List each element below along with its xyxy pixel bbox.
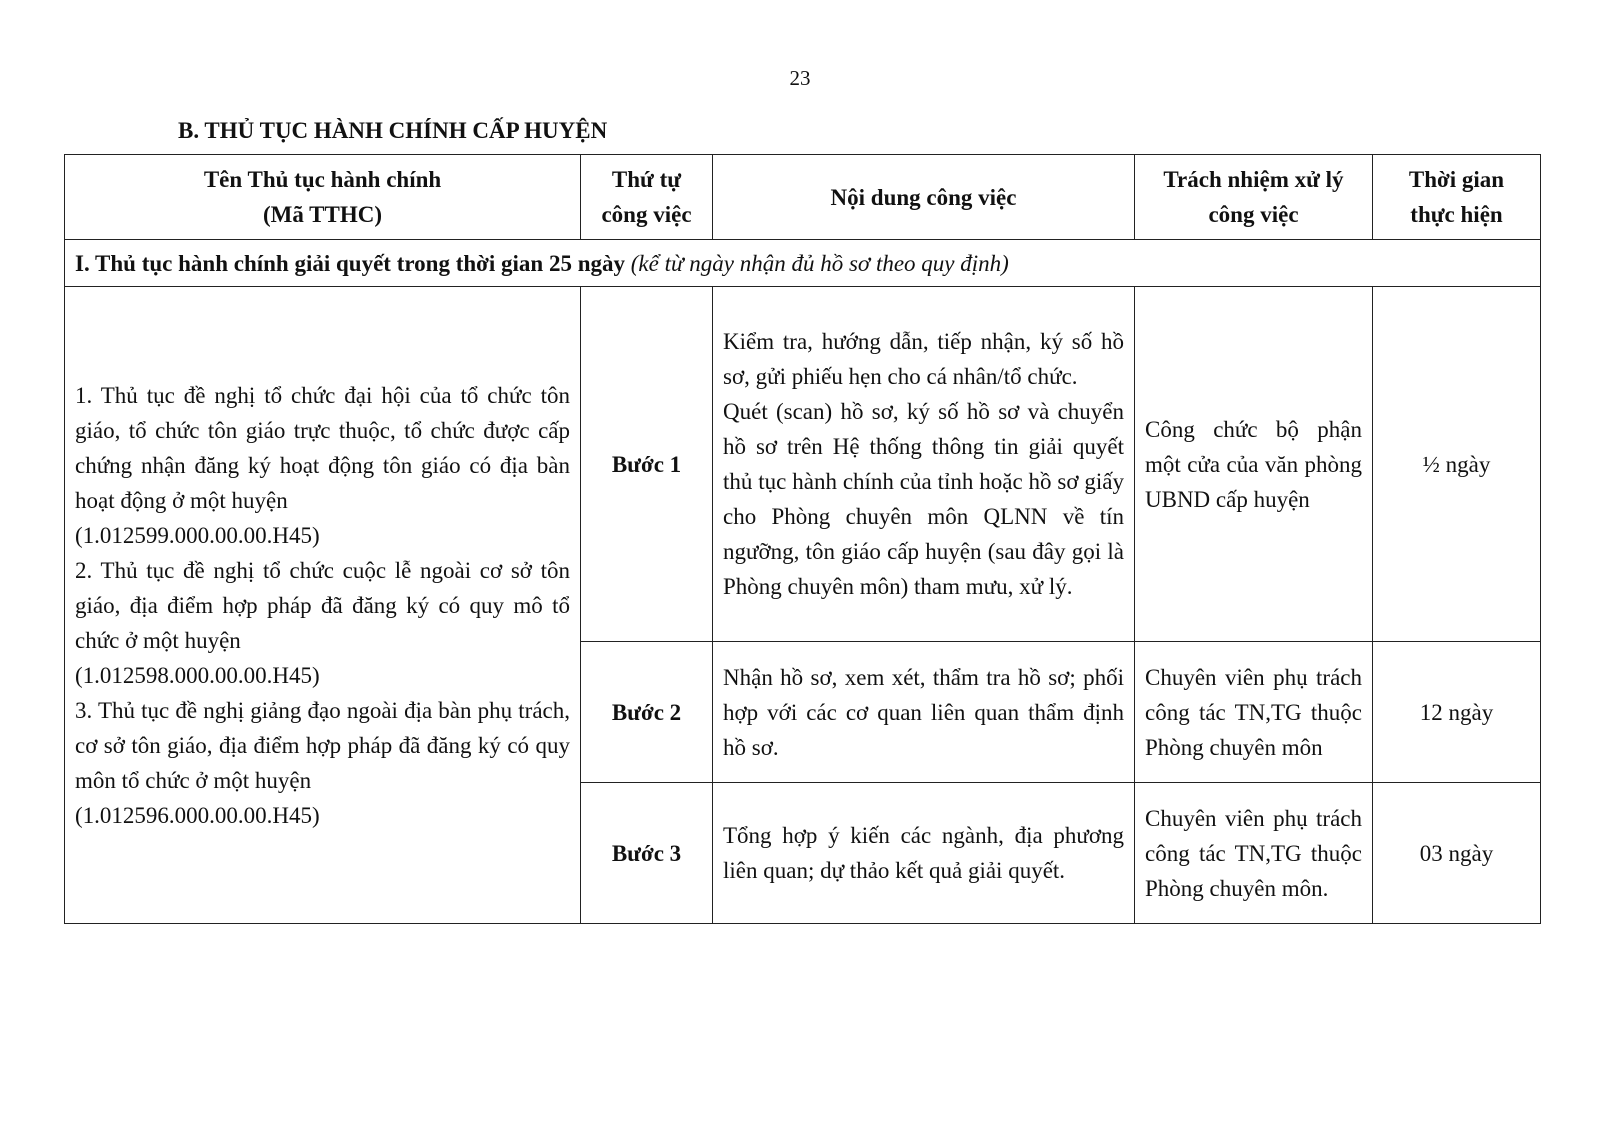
header-procedure-name [65, 155, 581, 240]
header-text: (Mã TTHC) [262, 202, 383, 227]
step-content [713, 287, 1135, 642]
procedure-code: (1.012596.000.00.00.H45) [75, 802, 320, 828]
procedure-table [64, 154, 1541, 924]
procedure-names-cell [65, 287, 581, 924]
header-content [713, 155, 1135, 240]
group-row [65, 240, 1541, 287]
header-text: Nội dung công việc [830, 184, 1017, 210]
step-time: 12 ngày [1373, 642, 1541, 783]
header-responsibility [1135, 155, 1373, 240]
table-header-row [65, 155, 1541, 240]
step-responsibility: Công chức bộ phận một cửa của văn phòng UBND cấp huyện [1135, 287, 1373, 642]
section-title: B. THỦ TỤC HÀNH CHÍNH CẤP HUYỆN [178, 118, 608, 143]
step-content-text: Quét (scan) hồ sơ, ký số hồ sơ và chuyển hồ sơ trên Hệ thống thông tin giải quyết thủ tục hành chính của tỉnh hoặc hồ sơ giấy cho Phòng chuyên môn QLNN về tín ngưỡng, tôn giáo cấp huyện (sau đây gọi là Phòng chuyên môn) tham mưu, xử lý. [723, 399, 1124, 599]
header-text: Thứ tự [611, 167, 682, 192]
group-cell [65, 240, 1541, 287]
step-label: Bước 1 [581, 287, 713, 642]
header-step-order [581, 155, 713, 240]
step-label: Bước 2 [581, 642, 713, 783]
step-time: 03 ngày [1373, 783, 1541, 924]
procedure-item: 3. Thủ tục đề nghị giảng đạo ngoài địa bàn phụ trách, cơ sở tôn giáo, địa điểm hợp pháp đã đăng ký có quy môn tổ chức ở một huyện [75, 697, 570, 793]
procedure-code: (1.012598.000.00.00.H45) [75, 662, 320, 688]
step-content: Nhận hồ sơ, xem xét, thẩm tra hồ sơ; phối hợp với các cơ quan liên quan thẩm định hồ sơ. [713, 642, 1135, 783]
procedure-item: 1. Thủ tục đề nghị tổ chức đại hội của tổ chức tôn giáo, tổ chức tôn giáo trực thuộc, tổ chức được cấp chứng nhận đăng ký hoạt động tôn giáo có địa bàn hoạt động ở một huyện [75, 382, 570, 513]
step-time: ½ ngày [1373, 287, 1541, 642]
step-label: Bước 3 [581, 783, 713, 924]
header-text: công việc [601, 202, 692, 227]
header-time [1373, 155, 1541, 240]
step-content-text: Kiểm tra, hướng dẫn, tiếp nhận, ký số hồ sơ, gửi phiếu hẹn cho cá nhân/tổ chức. [723, 329, 1124, 389]
page-number: 23 [789, 66, 811, 90]
header-text: thực hiện [1410, 202, 1503, 227]
procedure-item: 2. Thủ tục đề nghị tổ chức cuộc lễ ngoài cơ sở tôn giáo, địa điểm hợp pháp đã đăng ký có quy mô tổ chức ở một huyện [75, 557, 570, 653]
table-row [65, 287, 1541, 642]
group-title: I. Thủ tục hành chính giải quyết trong thời gian 25 ngày [75, 250, 625, 276]
step-responsibility: Chuyên viên phụ trách công tác TN,TG thuộc Phòng chuyên môn [1135, 642, 1373, 783]
step-content: Tổng hợp ý kiến các ngành, địa phương liên quan; dự thảo kết quả giải quyết. [713, 783, 1135, 924]
header-text: Thời gian [1408, 167, 1505, 192]
group-note: (kể từ ngày nhận đủ hồ sơ theo quy định) [630, 250, 1009, 276]
procedure-code: (1.012599.000.00.00.H45) [75, 522, 320, 548]
header-text: Tên Thủ tục hành chính [203, 167, 442, 192]
header-text: công việc [1208, 202, 1299, 227]
header-text: Trách nhiệm xử lý [1163, 167, 1344, 192]
step-responsibility: Chuyên viên phụ trách công tác TN,TG thuộc Phòng chuyên môn. [1135, 783, 1373, 924]
